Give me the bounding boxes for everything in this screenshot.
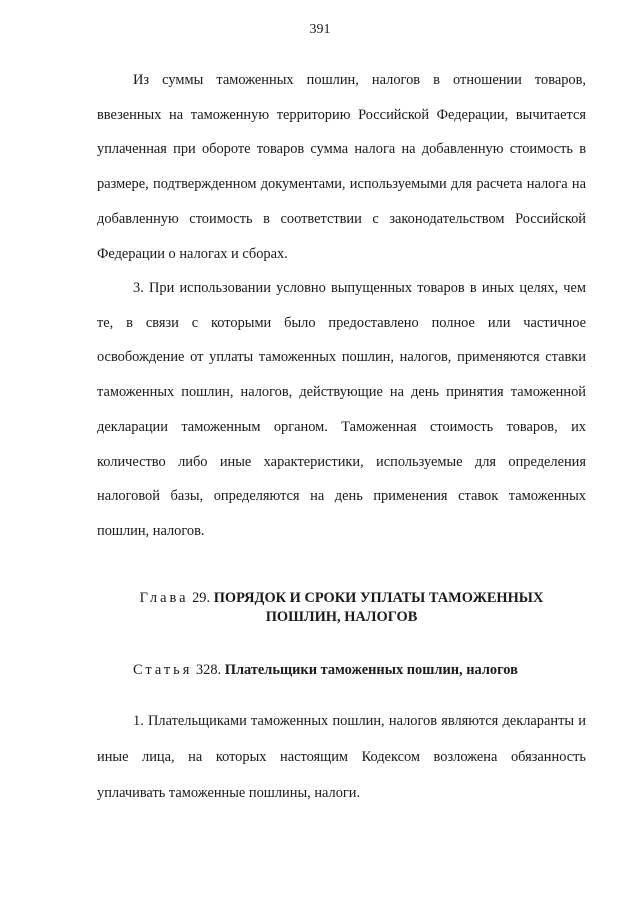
paragraph-block — [97, 271, 586, 549]
chapter-title-line-2: ПОШЛИН, НАЛОГОВ — [265, 609, 418, 625]
paragraph-block — [97, 703, 586, 811]
article-label: Статья — [133, 662, 193, 678]
article-number: 328. — [195, 662, 222, 678]
chapter-title-line-1: ПОРЯДОК И СРОКИ УПЛАТЫ ТАМОЖЕННЫХ — [213, 590, 544, 606]
page-number: 391 — [309, 22, 331, 37]
paragraph-block — [97, 63, 586, 271]
article-heading — [133, 660, 586, 680]
article-title: Плательщики таможенных пошлин, налогов — [224, 662, 518, 678]
paragraph-deduction: Из суммы таможенных пошлин, налогов в отношении товаров, ввезенных на таможенную территорию Российской Федерации, вычитается уплаченная при обороте товаров сумма налога на добавленную стоимость в размере, подтвержденном документами, используемыми для расчета налога на добавленную стоимость в соответствии с законодательством Российской Федерации о налогах и сборах. — [97, 72, 586, 262]
chapter-number: 29. — [192, 590, 211, 606]
chapter-heading — [97, 589, 586, 627]
chapter-label: Глава — [139, 590, 189, 606]
chapter-heading-line-1 — [97, 589, 586, 608]
paragraph-item-3: 3. При использовании условно выпущенных товаров в иных целях, чем те, в связи с которыми было предоставлено полное или частичное освобождение от уплаты таможенных пошлин, налогов, применяются ставки таможенных пошлин, налогов, действующие на день принятия таможенной декларации таможенным органом. Таможенная стоимость товаров, их количество либо иные характеристики, используемые для определения налоговой базы, определяются на день применения ставок таможенных пошлин, налогов. — [97, 280, 586, 539]
paragraph-item-1: 1. Плательщиками таможенных пошлин, налогов являются декларанты и иные лица, на которых настоящим Кодексом возложена обязанность уплачивать таможенные пошлины, налоги. — [97, 713, 586, 801]
